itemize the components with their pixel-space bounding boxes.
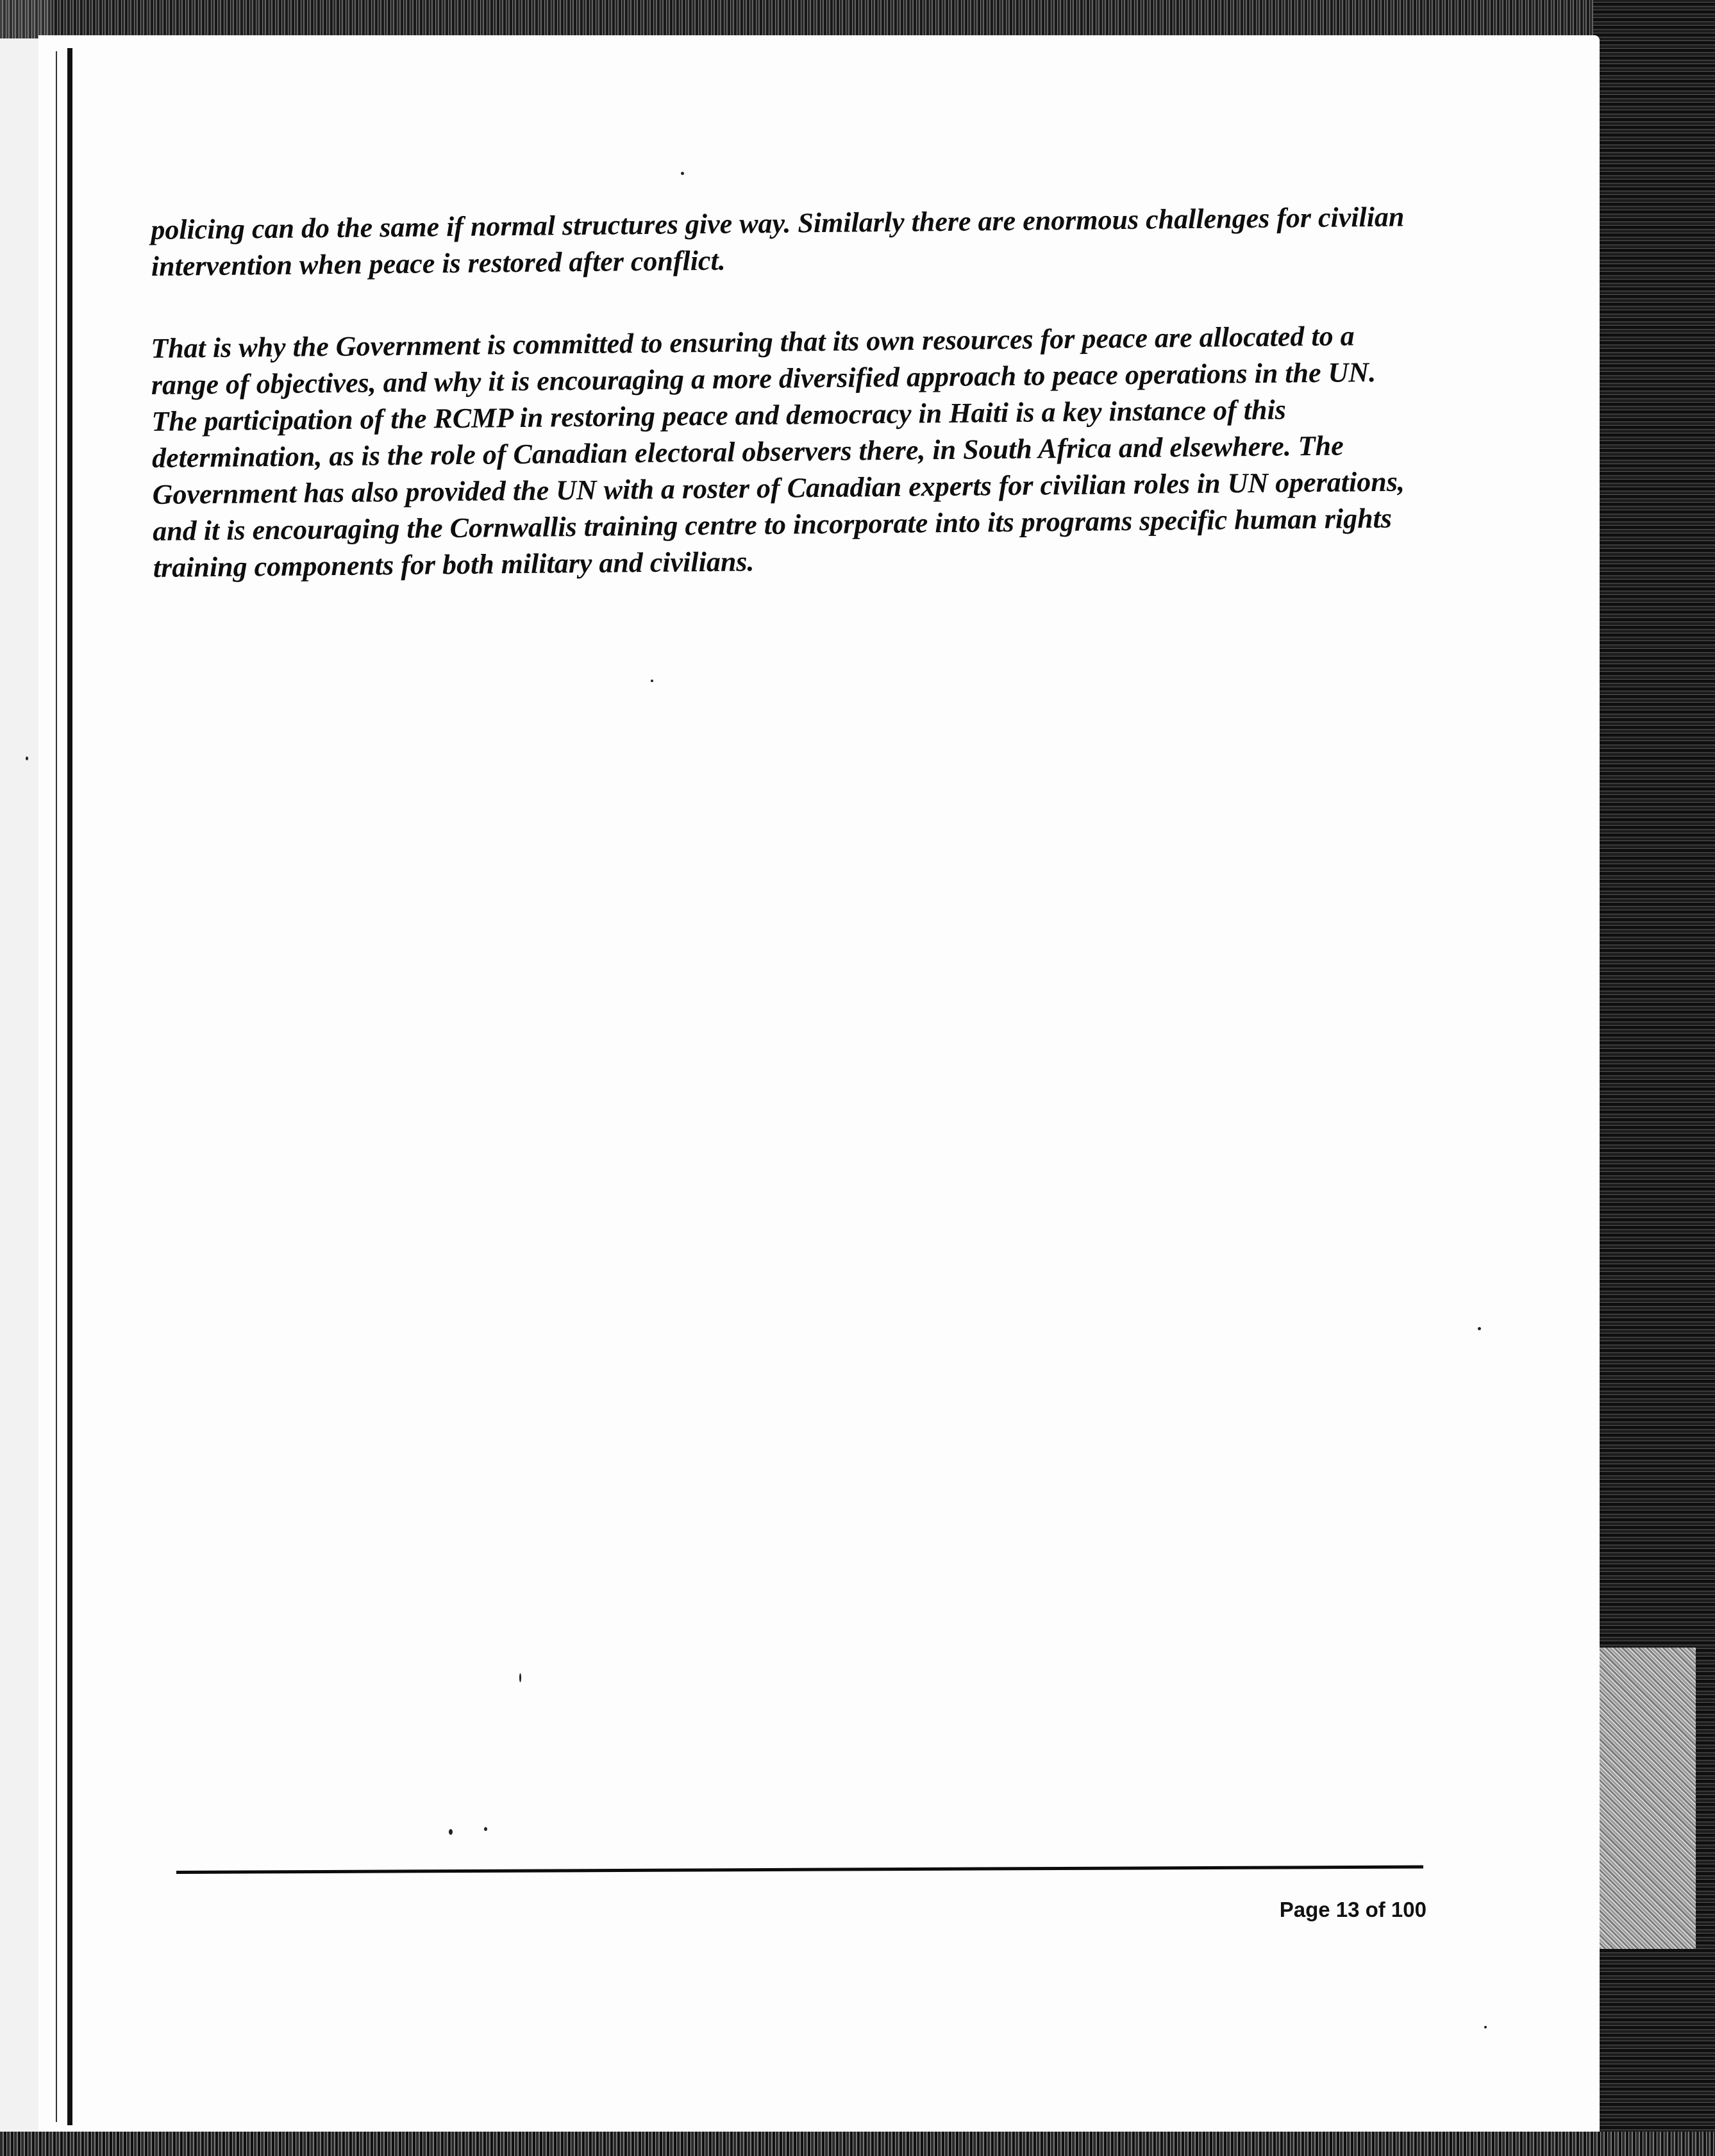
paragraph-1: policing can do the same if normal structures give way. Similarly there are enormous challenges for civilian intervention when peace is restored after conflict. (151, 201, 1405, 282)
binding-edge-thin (56, 51, 57, 2122)
page-number: Page 13 of 100 (1279, 1898, 1426, 1921)
scan-right-noise-patch (1600, 1648, 1696, 1949)
binding-edge (67, 48, 72, 2125)
scan-top-border (0, 0, 1715, 38)
paragraph-2: That is why the Government is committed to ensuring that its own resources for peace are allocated to a range of objectives, and why it is encouraging a more diversified approach to peace operations in the UN. The participation of the RCMP in restoring peace and democracy in Haiti is a key instance of this determination, as is the role of Canadian electoral observers there, in South Africa and elsewhere. The Government has also provided the UN with a roster of Canadian experts for civilian roles in UN operations, and it is encouraging the Cornwallis training centre to incorporate into its programs specific human rights training components for both military and civilians. (151, 320, 1405, 583)
scan-bottom-border (0, 2132, 1715, 2156)
